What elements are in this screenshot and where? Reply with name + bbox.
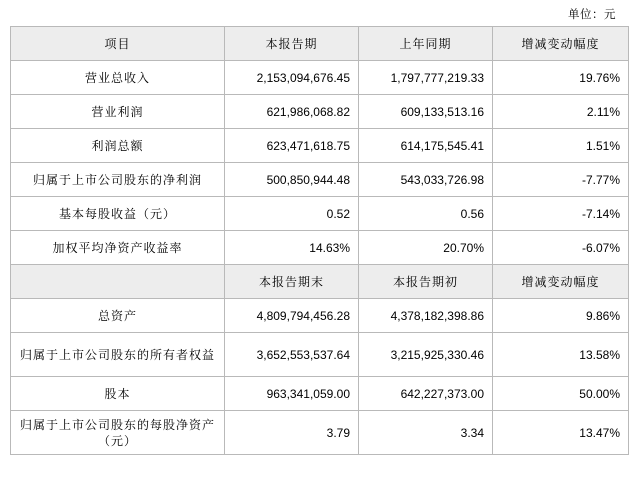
header-cell-period-start: 本报告期初	[359, 265, 493, 299]
row-previous-value: 20.70%	[359, 231, 493, 265]
row-previous-value: 543,033,726.98	[359, 163, 493, 197]
row-label: 股本	[11, 377, 225, 411]
header-cell-change: 增减变动幅度	[493, 265, 629, 299]
row-change-value: 9.86%	[493, 299, 629, 333]
table-row	[11, 411, 629, 455]
header-cell-blank	[11, 265, 225, 299]
row-previous-value: 642,227,373.00	[359, 377, 493, 411]
financial-summary-table	[10, 26, 629, 455]
row-label: 基本每股收益（元）	[11, 197, 225, 231]
row-label: 营业总收入	[11, 61, 225, 95]
row-change-value: -6.07%	[493, 231, 629, 265]
table-row	[11, 299, 629, 333]
row-change-value: -7.77%	[493, 163, 629, 197]
row-previous-value: 0.56	[359, 197, 493, 231]
table-row	[11, 333, 629, 377]
table-row	[11, 61, 629, 95]
row-previous-value: 614,175,545.41	[359, 129, 493, 163]
row-change-value: 1.51%	[493, 129, 629, 163]
table-row	[11, 231, 629, 265]
row-current-value: 4,809,794,456.28	[225, 299, 359, 333]
table-header-row-top	[11, 27, 629, 61]
table-row	[11, 377, 629, 411]
header-cell-change: 增减变动幅度	[493, 27, 629, 61]
row-change-value: 13.47%	[493, 411, 629, 455]
row-label: 归属于上市公司股东的每股净资产（元）	[11, 411, 225, 455]
header-cell-item: 项目	[11, 27, 225, 61]
row-current-value: 0.52	[225, 197, 359, 231]
row-previous-value: 609,133,513.16	[359, 95, 493, 129]
table-row	[11, 197, 629, 231]
row-current-value: 621,986,068.82	[225, 95, 359, 129]
row-change-value: 50.00%	[493, 377, 629, 411]
row-change-value: 2.11%	[493, 95, 629, 129]
row-current-value: 14.63%	[225, 231, 359, 265]
table-header-row-bottom	[11, 265, 629, 299]
row-current-value: 2,153,094,676.45	[225, 61, 359, 95]
row-current-value: 3.79	[225, 411, 359, 455]
row-current-value: 623,471,618.75	[225, 129, 359, 163]
row-label: 营业利润	[11, 95, 225, 129]
row-previous-value: 1,797,777,219.33	[359, 61, 493, 95]
row-current-value: 3,652,553,537.64	[225, 333, 359, 377]
header-cell-previous-period: 上年同期	[359, 27, 493, 61]
row-previous-value: 3,215,925,330.46	[359, 333, 493, 377]
row-change-value: 13.58%	[493, 333, 629, 377]
row-label: 归属于上市公司股东的净利润	[11, 163, 225, 197]
row-current-value: 500,850,944.48	[225, 163, 359, 197]
table-row	[11, 95, 629, 129]
row-label: 总资产	[11, 299, 225, 333]
unit-note: 单位：元	[568, 9, 616, 21]
table-row	[11, 129, 629, 163]
header-cell-current-period: 本报告期	[225, 27, 359, 61]
row-current-value: 963,341,059.00	[225, 377, 359, 411]
row-previous-value: 4,378,182,398.86	[359, 299, 493, 333]
table-row	[11, 163, 629, 197]
row-change-value: -7.14%	[493, 197, 629, 231]
row-previous-value: 3.34	[359, 411, 493, 455]
row-label: 加权平均净资产收益率	[11, 231, 225, 265]
header-cell-period-end: 本报告期末	[225, 265, 359, 299]
row-label: 利润总额	[11, 129, 225, 163]
row-label: 归属于上市公司股东的所有者权益	[11, 333, 225, 377]
row-change-value: 19.76%	[493, 61, 629, 95]
